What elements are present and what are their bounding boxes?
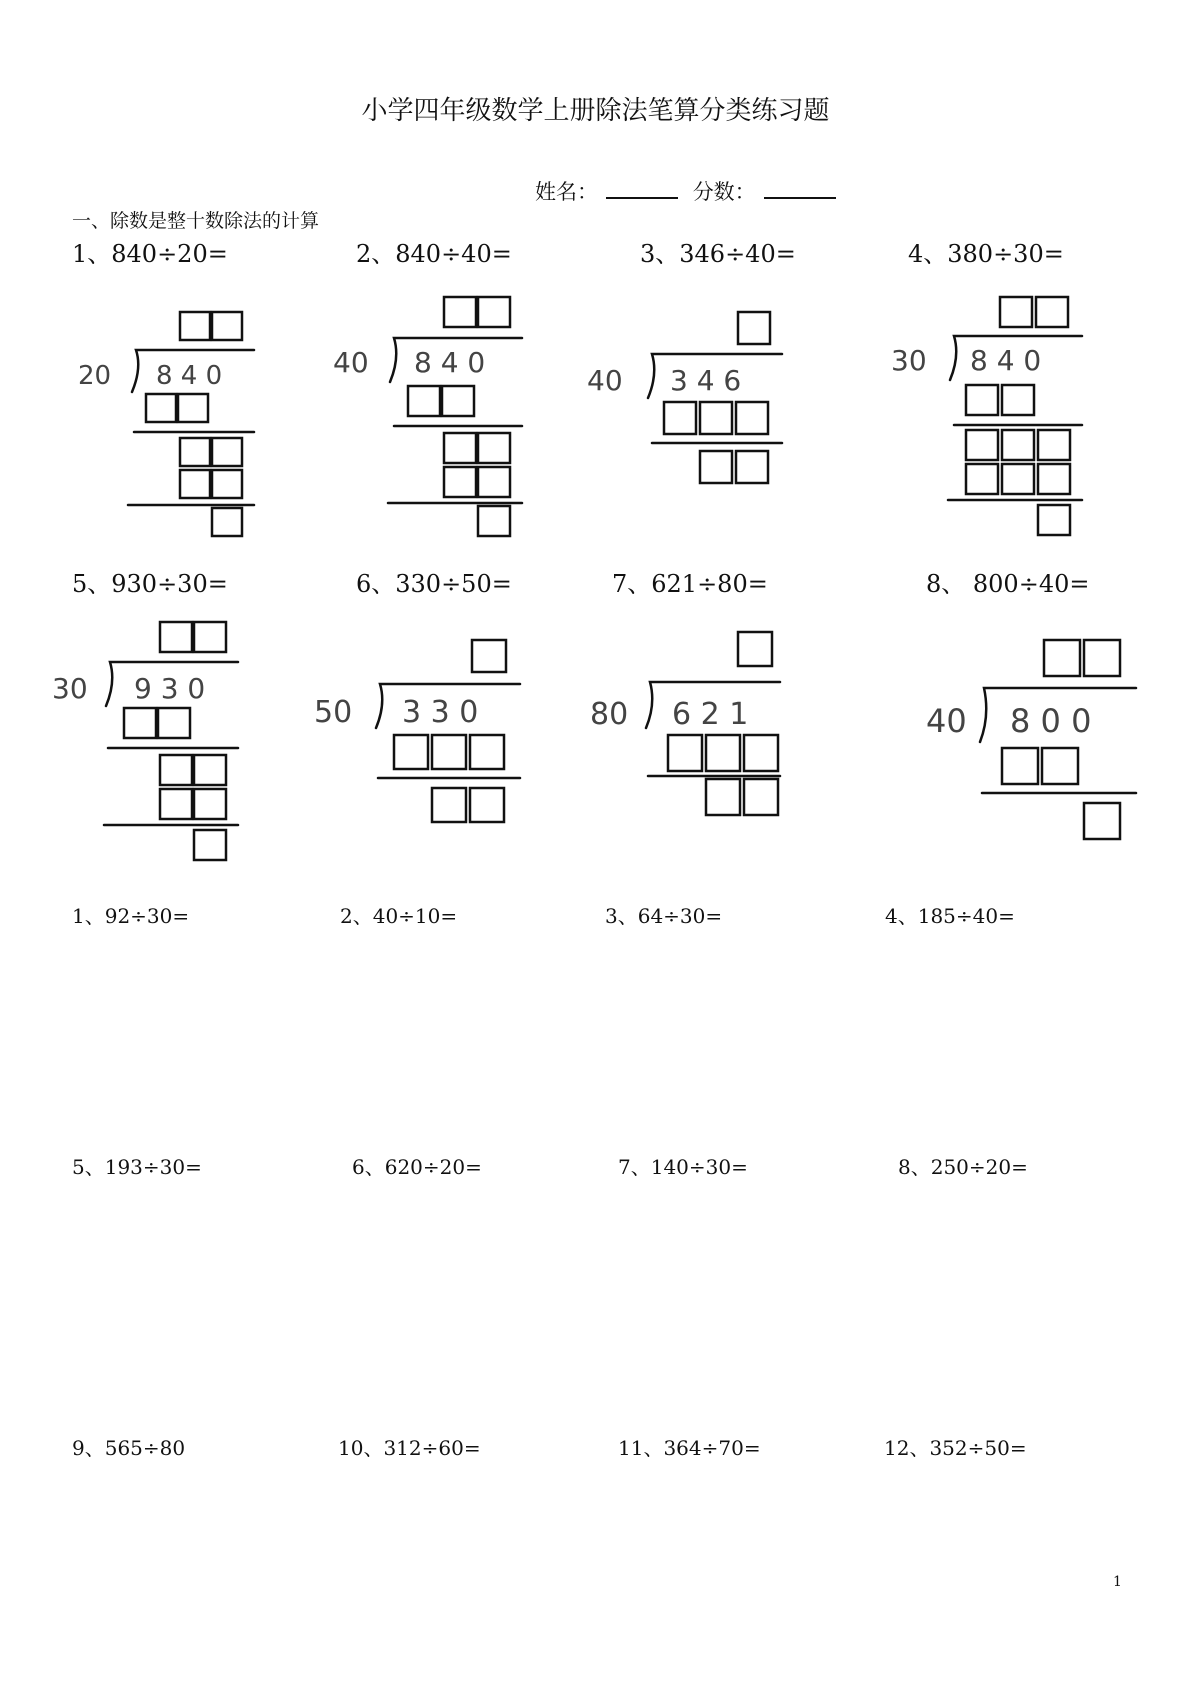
answer-box[interactable]	[146, 394, 176, 422]
answer-box[interactable]	[212, 438, 242, 466]
long-division-4	[948, 297, 1082, 535]
dividend-text: 8 4 0	[414, 346, 486, 379]
answer-box[interactable]	[1002, 430, 1034, 460]
dividend-text: 9 3 0	[134, 672, 206, 705]
divisor-text: 80	[590, 697, 629, 732]
answer-box[interactable]	[1002, 385, 1034, 415]
answer-box[interactable]	[736, 402, 768, 434]
answer-box[interactable]	[478, 433, 510, 463]
answer-box[interactable]	[664, 402, 696, 434]
answer-box[interactable]	[394, 735, 428, 769]
dividend-text: 8 4 0	[156, 361, 223, 391]
big-problem-label: 2、840÷40=	[356, 240, 512, 268]
long-division-3	[648, 312, 782, 483]
answer-box[interactable]	[212, 508, 242, 536]
answer-box[interactable]	[1042, 748, 1078, 784]
practice-problem: 9、565÷80	[72, 1436, 186, 1460]
practice-problem: 10、312÷60=	[338, 1436, 481, 1460]
big-problem-label: 3、346÷40=	[640, 240, 796, 268]
answer-box[interactable]	[700, 402, 732, 434]
answer-box[interactable]	[478, 467, 510, 497]
answer-box[interactable]	[160, 789, 192, 819]
long-division-8	[980, 640, 1136, 839]
answer-box[interactable]	[180, 438, 210, 466]
answer-box[interactable]	[194, 830, 226, 860]
page-number: 1	[1113, 1574, 1122, 1590]
answer-box[interactable]	[706, 779, 740, 815]
big-problem-label: 8、 800÷40=	[926, 570, 1090, 598]
divisor-text: 40	[926, 702, 967, 740]
answer-box[interactable]	[744, 735, 778, 771]
answer-box[interactable]	[444, 297, 476, 327]
answer-box[interactable]	[738, 632, 772, 666]
big-problem-label: 6、330÷50=	[356, 570, 512, 598]
answer-box[interactable]	[478, 506, 510, 536]
big-problem-label: 1、840÷20=	[72, 240, 228, 268]
answer-box[interactable]	[212, 470, 242, 498]
answer-box[interactable]	[736, 451, 768, 483]
answer-box[interactable]	[966, 464, 998, 494]
dividend-text: 3 4 6	[670, 364, 742, 397]
practice-problem: 3、64÷30=	[605, 904, 723, 928]
name-label: 姓名：	[535, 180, 598, 204]
answer-box[interactable]	[194, 622, 226, 652]
answer-box[interactable]	[124, 708, 156, 738]
score-blank[interactable]	[764, 177, 836, 199]
answer-box[interactable]	[160, 755, 192, 785]
answer-box[interactable]	[668, 735, 702, 771]
long-division-7	[646, 632, 780, 815]
answer-box[interactable]	[1044, 640, 1080, 676]
answer-box[interactable]	[432, 735, 466, 769]
answer-box[interactable]	[1036, 297, 1068, 327]
practice-problem: 12、352÷50=	[884, 1436, 1027, 1460]
answer-box[interactable]	[744, 779, 778, 815]
dividend-text: 8 4 0	[970, 344, 1042, 377]
big-problem-label: 5、930÷30=	[72, 570, 228, 598]
answer-box[interactable]	[738, 312, 770, 344]
practice-problem: 6、620÷20=	[352, 1155, 482, 1179]
dividend-text: 8 0 0	[1010, 702, 1092, 740]
answer-box[interactable]	[1038, 464, 1070, 494]
divisor-text: 40	[587, 364, 623, 397]
answer-box[interactable]	[442, 386, 474, 416]
answer-box[interactable]	[160, 622, 192, 652]
answer-box[interactable]	[1002, 748, 1038, 784]
answer-box[interactable]	[180, 470, 210, 498]
practice-problem: 2、40÷10=	[340, 904, 458, 928]
divisor-text: 50	[314, 695, 353, 730]
practice-problem: 7、140÷30=	[618, 1155, 748, 1179]
answer-box[interactable]	[706, 735, 740, 771]
practice-problem: 5、193÷30=	[72, 1155, 202, 1179]
practice-problem: 1、92÷30=	[72, 904, 190, 928]
big-problem-label: 7、621÷80=	[612, 570, 768, 598]
student-info	[535, 176, 844, 206]
dividend-text: 6 2 1	[672, 697, 749, 732]
answer-box[interactable]	[700, 451, 732, 483]
answer-box[interactable]	[180, 312, 210, 340]
section-title: 一、除数是整十数除法的计算	[72, 210, 320, 232]
answer-box[interactable]	[966, 385, 998, 415]
page-title: 小学四年级数学上册除法笔算分类练习题	[361, 96, 830, 126]
answer-box[interactable]	[472, 640, 506, 672]
answer-box[interactable]	[444, 433, 476, 463]
divisor-text: 30	[891, 344, 927, 377]
long-division-5	[104, 622, 238, 860]
answer-box[interactable]	[408, 386, 440, 416]
divisor-text: 30	[52, 672, 88, 705]
answer-box[interactable]	[1000, 297, 1032, 327]
answer-box[interactable]	[1084, 640, 1120, 676]
divisor-text: 20	[78, 361, 112, 391]
answer-box[interactable]	[178, 394, 208, 422]
long-division-2	[388, 297, 522, 536]
answer-box[interactable]	[194, 755, 226, 785]
long-division-6	[376, 640, 520, 822]
dividend-text: 3 3 0	[402, 695, 479, 730]
answer-box[interactable]	[212, 312, 242, 340]
answer-box[interactable]	[1002, 464, 1034, 494]
name-blank[interactable]	[606, 177, 678, 199]
score-label: 分数：	[692, 180, 756, 204]
divisor-text: 40	[333, 346, 369, 379]
answer-box[interactable]	[158, 708, 190, 738]
answer-box[interactable]	[470, 788, 504, 822]
practice-problem: 8、250÷20=	[898, 1155, 1028, 1179]
answer-box[interactable]	[470, 735, 504, 769]
answer-box[interactable]	[478, 297, 510, 327]
answer-box[interactable]	[432, 788, 466, 822]
answer-box[interactable]	[1038, 505, 1070, 535]
practice-problem: 11、364÷70=	[618, 1436, 761, 1460]
long-division-1	[128, 312, 254, 536]
answer-box[interactable]	[194, 789, 226, 819]
answer-box[interactable]	[1038, 430, 1070, 460]
answer-box[interactable]	[966, 430, 998, 460]
answer-box[interactable]	[444, 467, 476, 497]
answer-box[interactable]	[1084, 803, 1120, 839]
big-problem-label: 4、380÷30=	[908, 240, 1064, 268]
practice-problem: 4、185÷40=	[885, 904, 1015, 928]
